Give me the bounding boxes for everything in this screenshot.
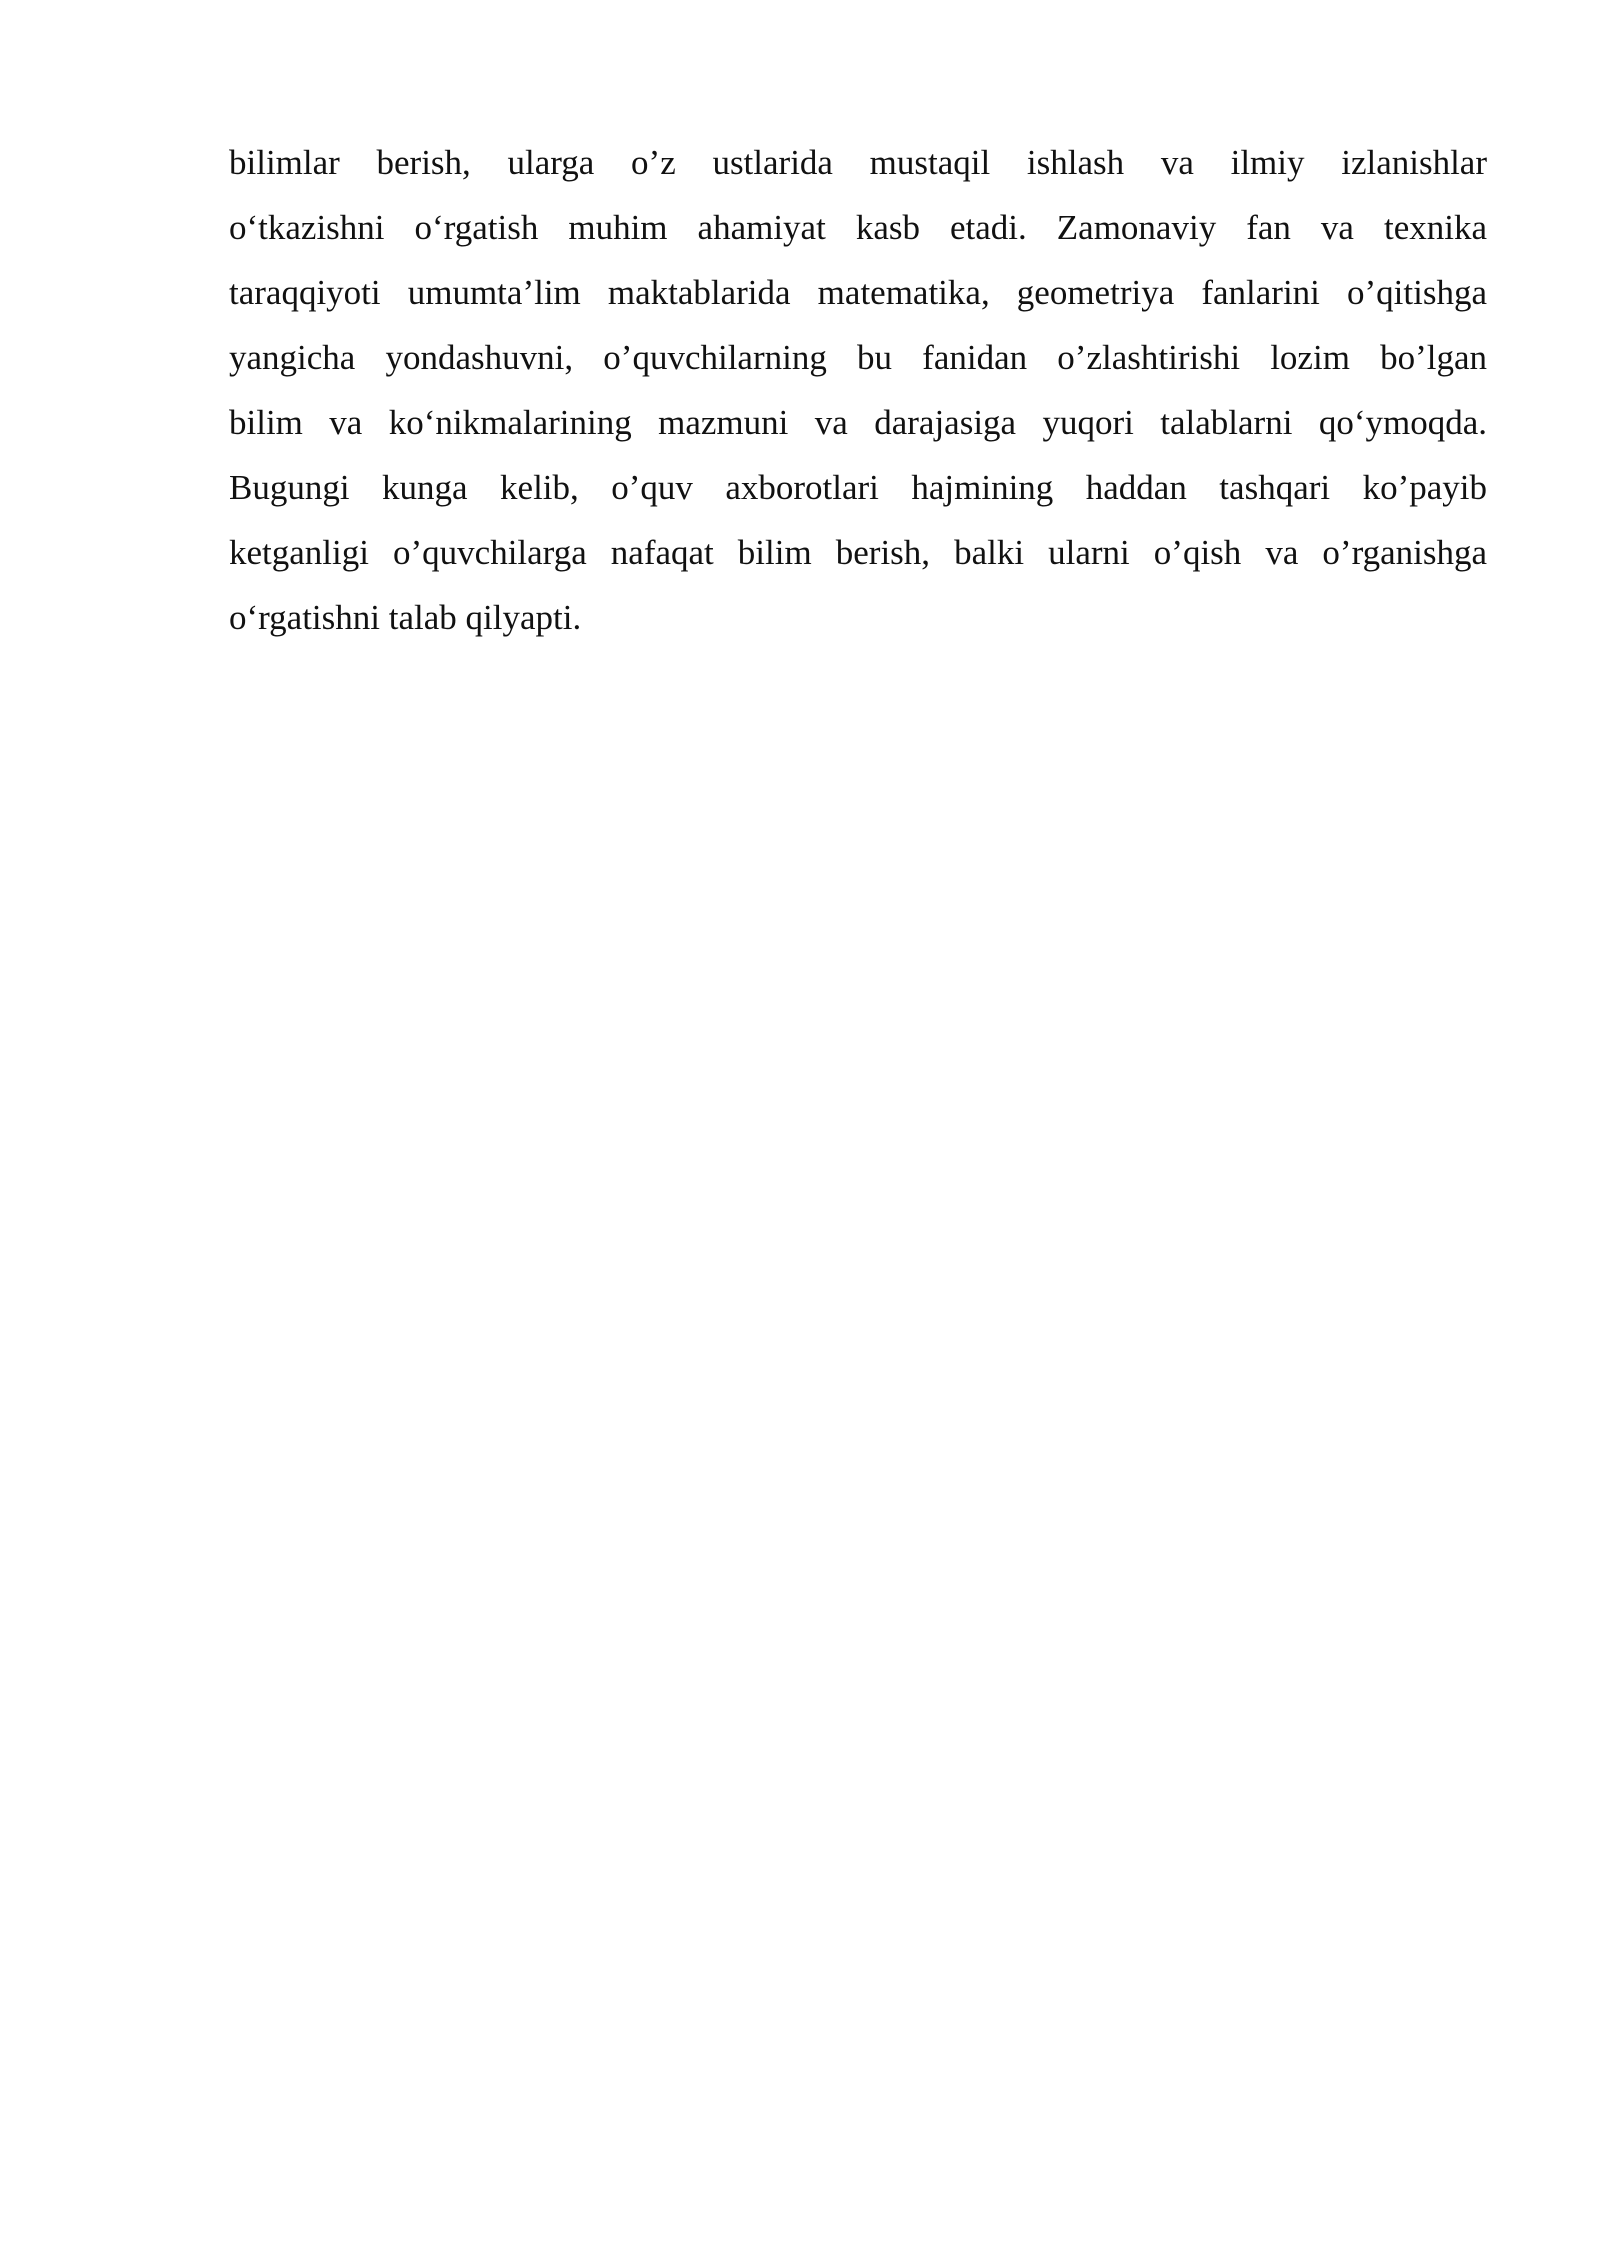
paragraph-line: o‘rgatishni talab qilyapti.: [229, 598, 582, 637]
paragraph-line: o‘tkazishni o‘rgatish muhim ahamiyat kasb etadi. Zamonaviy fan va texnika: [229, 208, 1487, 247]
paragraph-line: bilim va ko‘nikmalarining mazmuni va darajasiga yuqori talablarni qo‘ymoqda.: [229, 403, 1487, 442]
body-paragraph: [229, 130, 1487, 650]
paragraph-line: Bugungi kunga kelib, o’quv axborotlari hajmining haddan tashqari ko’payib: [229, 468, 1487, 507]
paragraph-line: ketganligi o’quvchilarga nafaqat bilim berish, balki ularni o’qish va o’rganishga: [229, 533, 1487, 572]
paragraph-line: bilimlar berish, ularga o’z ustlarida mustaqil ishlash va ilmiy izlanishlar: [229, 143, 1487, 182]
paragraph-line: taraqqiyoti umumta’lim maktablarida matematika, geometriya fanlarini o’qitishga: [229, 273, 1487, 312]
paragraph-line: yangicha yondashuvni, o’quvchilarning bu fanidan o’zlashtirishi lozim bo’lgan: [229, 338, 1487, 377]
